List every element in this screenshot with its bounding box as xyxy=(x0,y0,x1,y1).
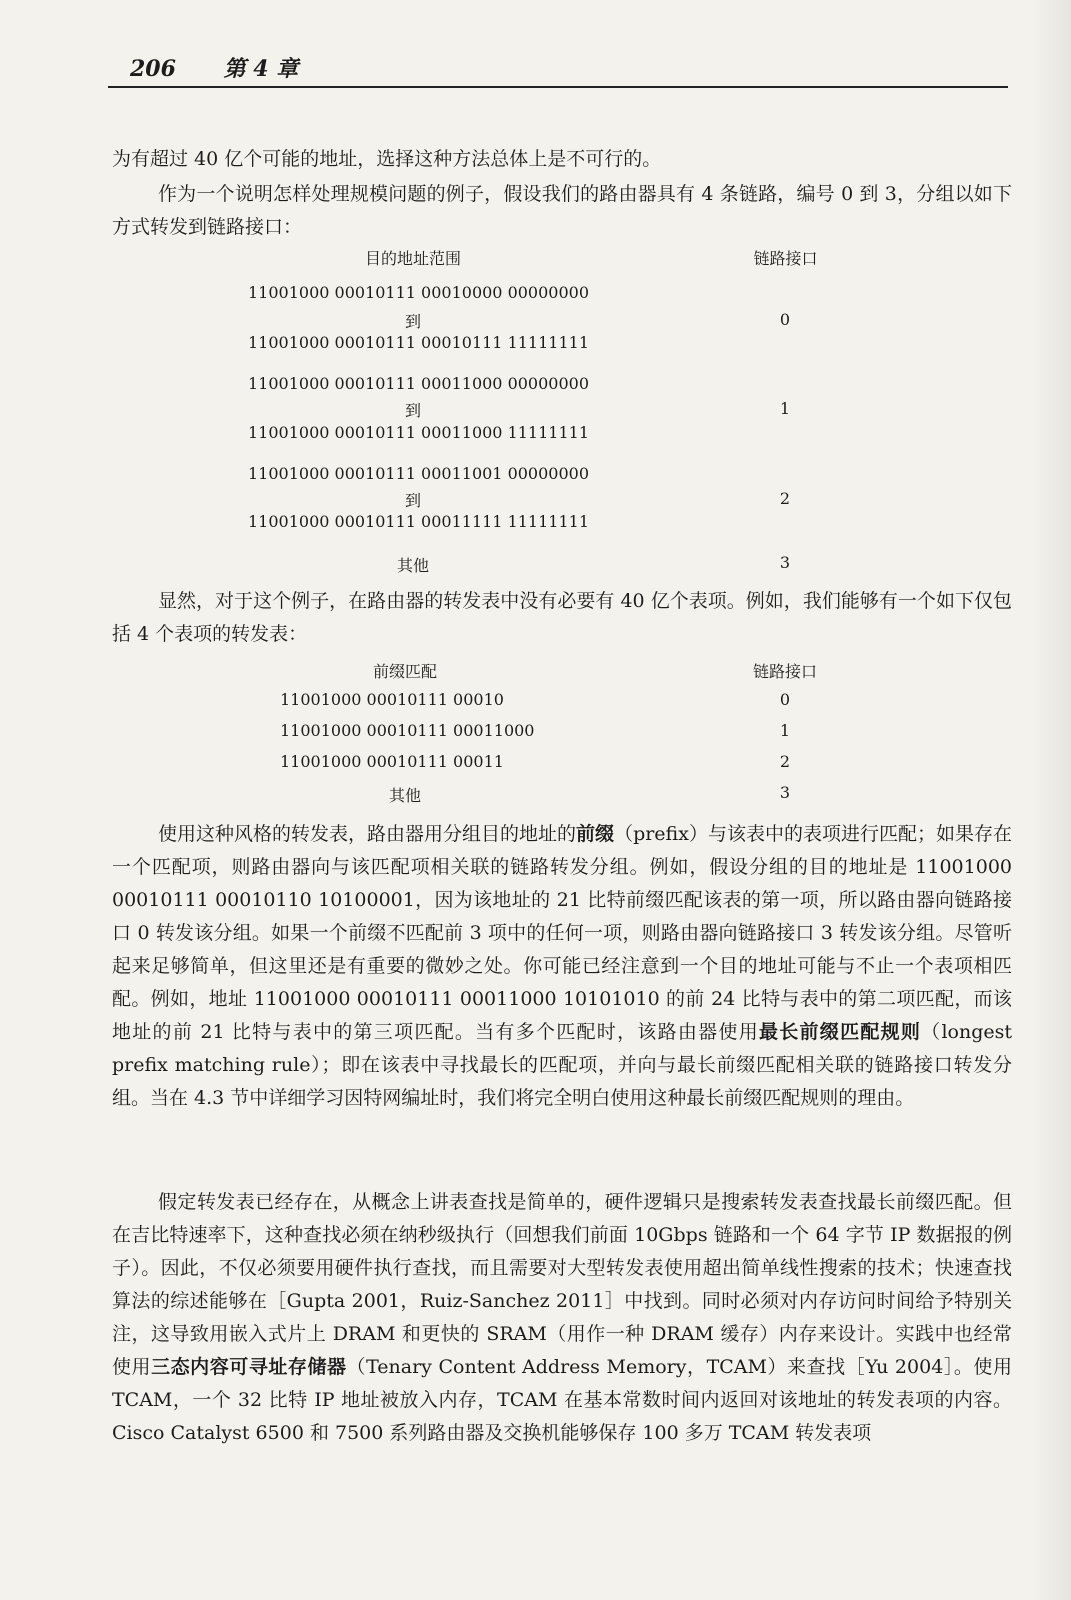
table1-row0-from: 11001000 00010111 00010000 00000000 xyxy=(248,283,590,302)
table1-header-range: 目的地址范围 xyxy=(364,249,461,268)
table1-row0-to: 11001000 00010111 00010111 11111111 xyxy=(248,333,590,352)
paragraph-4 xyxy=(112,818,1012,1115)
chapter-label: 第 4 章 xyxy=(223,56,299,82)
table1-row1-from: 11001000 00010111 00011000 00000000 xyxy=(248,374,590,393)
table1-row0-to-word: 到 xyxy=(404,312,421,331)
paragraph-5 xyxy=(112,1186,1012,1450)
table1-other-label: 其他 xyxy=(396,556,429,575)
term-prefix: 前缀 xyxy=(576,823,615,845)
table1-other-link: 3 xyxy=(779,553,791,572)
table2-row1-link: 1 xyxy=(779,721,791,740)
table1-row1-to: 11001000 00010111 00011000 11111111 xyxy=(248,423,590,442)
p4-text-e: （longest prefix matching rule）；即在该表中寻找最长的匹配项，并向与最长前缀匹配相关联的链路接口转发分组。当在 4.3 节中详细学习因特网编址时，我们将完全明白使用这种最长前缀匹配规则的理由。 xyxy=(112,1021,1012,1109)
paragraph-1: 为有超过 40 亿个可能的地址，选择这种方法总体上是不可行的。 xyxy=(112,148,662,170)
table1-row2-from: 11001000 00010111 00011001 00000000 xyxy=(248,464,590,483)
table2-other-label: 其他 xyxy=(388,786,421,805)
table1-row1-to-word: 到 xyxy=(404,401,421,420)
p4-text-c: （prefix）与该表中的表项进行匹配；如果存在一个匹配项，则路由器向与该匹配项相关联的链路转发分组。例如，假设分组的目的地址是 11001000 00010111 00010110 10100001，因为该地址的 21 比特前缀匹配该表的第一项，所以路由器向链路接口 0 转发该分组。如果一个前缀不匹配前 3 项中的任何一项，则路由器向链路接口 3 转发该分组。尽管听起来足够简单，但这里还是有重要的微妙之处。你可能已经注意到一个目的地址可能与不止一个表项相匹配。例如，地址 11001000 00010111 00011000 10101010 的前 24 比特与表中的第二项匹配，而该地址的前 21 比特与表中的第三项匹配。当有多个匹配时，该路由器使用 xyxy=(112,823,1012,1043)
table2-header-prefix: 前缀匹配 xyxy=(372,662,437,681)
table2-other-link: 3 xyxy=(779,783,791,802)
table2-row2-link: 2 xyxy=(779,752,791,771)
paragraph-3: 显然，对于这个例子，在路由器的转发表中没有必要有 40 亿个表项。例如，我们能够有一个如下仅包括 4 个表项的转发表： xyxy=(112,590,1012,645)
table2-row2-prefix: 11001000 00010111 00011 xyxy=(280,752,504,771)
header-rule xyxy=(108,86,1008,88)
table1-row1-link: 1 xyxy=(779,399,791,418)
page-number: 206 xyxy=(130,56,176,82)
table1-row2-to-word: 到 xyxy=(404,491,421,510)
p5-text-c: （Tenary Content Address Memory，TCAM）来查找［Yu 2004］。使用 TCAM，一个 32 比特 IP 地址被放入内存，TCAM 在基本常数时间内返回对该地址的转发表项的内容。Cisco Catalyst 6500 和 7500 系列路由器及交换机能够保存 100 多万 TCAM 转发表项 xyxy=(112,1356,1012,1444)
table2-row1-prefix: 11001000 00010111 00011000 xyxy=(280,721,535,740)
paragraph-2: 作为一个说明怎样处理规模问题的例子，假设我们的路由器具有 4 条链路，编号 0 到 3，分组以如下方式转发到链路接口： xyxy=(112,183,1012,238)
table2-row0-prefix: 11001000 00010111 00010 xyxy=(280,690,504,709)
table1-row0-link: 0 xyxy=(779,310,791,329)
running-header xyxy=(110,52,298,83)
table1-header-link: 链路接口 xyxy=(753,249,818,268)
table1-row2-to: 11001000 00010111 00011111 11111111 xyxy=(248,512,590,531)
table1-row2-link: 2 xyxy=(779,489,791,508)
term-longest-prefix-rule: 最长前缀匹配规则 xyxy=(758,1021,922,1043)
table2-row0-link: 0 xyxy=(779,690,791,709)
p5-text-a: 假定转发表已经存在，从概念上讲表查找是简单的，硬件逻辑只是搜索转发表查找最长前缀匹配。但在吉比特速率下，这种查找必须在纳秒级执行（回想我们前面 10Gbps 链路和一个 64 字节 IP 数据报的例子）。因此，不仅必须要用硬件执行查找，而且需要对大型转发表使用超出简单线性搜索的技术；快速查找算法的综述能够在［Gupta 2001，Ruiz-Sanchez 2011］中找到。同时必须对内存访问时间给予特别关注，这导致用嵌入式片上 DRAM 和更快的 SRAM（用作一种 DRAM 缓存）内存来设计。实践中也经常使用 xyxy=(112,1191,1012,1378)
page-edge-shadow xyxy=(1031,0,1071,1600)
table2-header-link: 链路接口 xyxy=(752,662,817,681)
p4-text-a: 使用这种风格的转发表，路由器用分组目的地址的 xyxy=(158,823,577,845)
term-tcam: 三态内容可寻址存储器 xyxy=(151,1356,347,1378)
